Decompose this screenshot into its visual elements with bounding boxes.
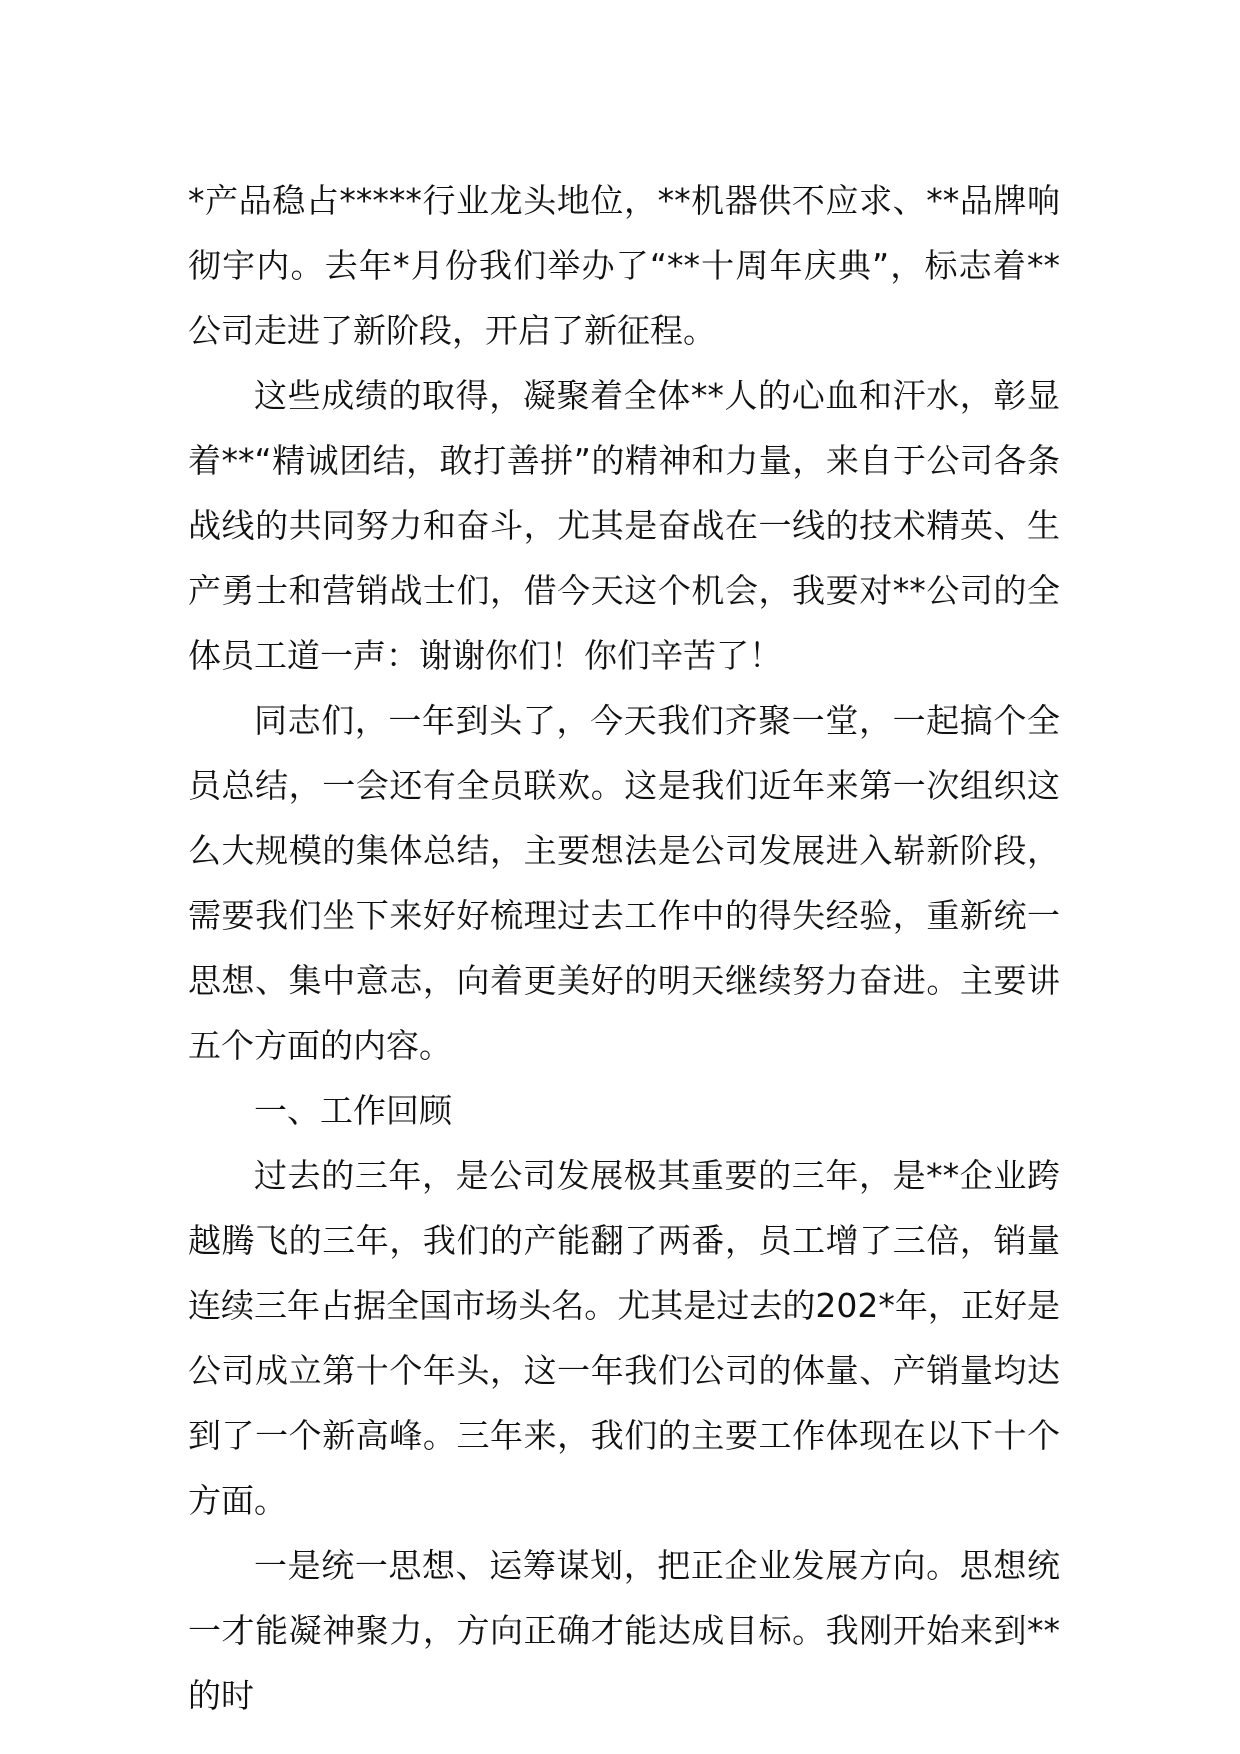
section-heading-work-review: 一、工作回顾 xyxy=(254,1091,452,1130)
paragraph-4: 过去的三年，是公司发展极其重要的三年，是**企业跨越腾飞的三年，我们的产能翻了两番，员工增了三倍，销量连续三年占据全国市场头名。尤其是过去的202*年，正好是公司成立第十个年头，这一年我们公司的体量、产销量均达到了一个新高峰。三年来，我们的主要工作体现在以下十个方面。 xyxy=(188,1156,1060,1520)
paragraph-5: 一是统一思想、运筹谋划，把正企业发展方向。思想统一才能凝神聚力，方向正确才能达成目标。我刚开始来到**的时 xyxy=(188,1546,1060,1715)
paragraph-1: *产品稳占*****行业龙头地位，**机器供不应求、**品牌响彻宇内。去年*月份我们举办了“**十周年庆典”，标志着**公司走进了新阶段，开启了新征程。 xyxy=(188,181,1060,350)
paragraph-2: 这些成绩的取得，凝聚着全体**人的心血和汗水，彰显着**“精诚团结，敢打善拼”的精神和力量，来自于公司各条战线的共同努力和奋斗，尤其是奋战在一线的技术精英、生产勇士和营销战士们，借今天这个机会，我要对**公司的全体员工道一声：谢谢你们！你们辛苦了！ xyxy=(188,376,1060,675)
paragraph-3: 同志们，一年到头了，今天我们齐聚一堂，一起搞个全员总结，一会还有全员联欢。这是我们近年来第一次组织这么大规模的集体总结，主要想法是公司发展进入崭新阶段，需要我们坐下来好好梳理过去工作中的得失经验，重新统一思想、集中意志，向着更美好的明天继续努力奋进。主要讲五个方面的内容。 xyxy=(188,701,1060,1065)
document-body xyxy=(188,168,1060,1728)
